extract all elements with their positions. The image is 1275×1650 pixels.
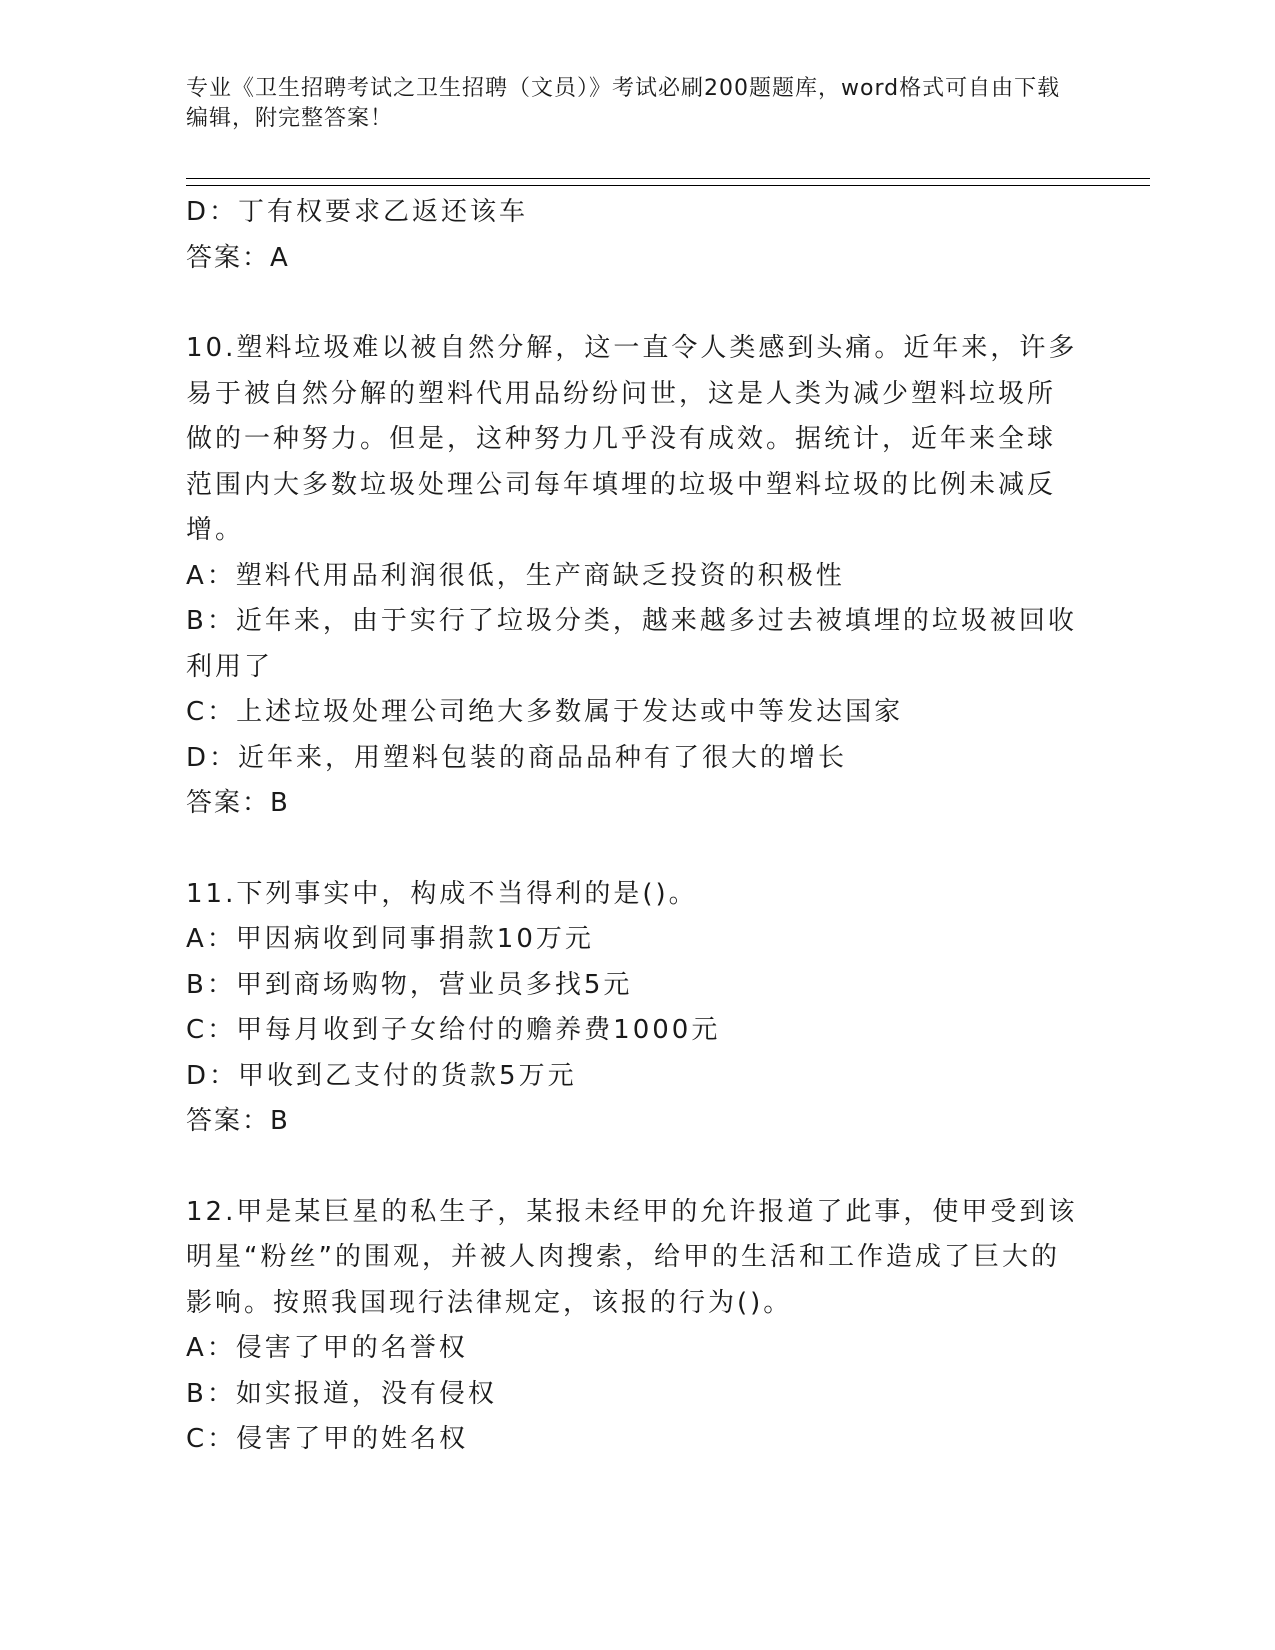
question-stem: 11.下列事实中，构成不当得利的是()。 bbox=[186, 878, 698, 909]
option-b: B：甲到商场购物，营业员多找5元 bbox=[186, 969, 633, 1000]
option-b: B：如实报道，没有侵权 bbox=[186, 1378, 497, 1409]
page-header bbox=[186, 74, 1066, 134]
question-stem: 12.甲是某巨星的私生子，某报未经甲的允许报道了此事，使甲受到该明星“粉丝”的围观，并被人肉搜索，给甲的生活和工作造成了巨大的影响。按照我国现行法律规定，该报的行为()。 bbox=[186, 1196, 1078, 1318]
option-c: C：甲每月收到子女给付的赡养费1000元 bbox=[186, 1015, 721, 1045]
header-divider bbox=[186, 178, 1150, 186]
header-text: 专业《卫生招聘考试之卫生招聘（文员）》考试必刷200题题库，word格式可自由下载编辑，附完整答案！ bbox=[186, 76, 1061, 131]
option-d: D：丁有权要求乙返还该车 bbox=[186, 197, 529, 227]
option-a: A：塑料代用品利润很低，生产商缺乏投资的积极性 bbox=[186, 560, 845, 591]
option-d: D：近年来，用塑料包装的商品品种有了很大的增长 bbox=[186, 742, 848, 773]
option-c: C：侵害了甲的姓名权 bbox=[186, 1424, 469, 1454]
question-11 bbox=[186, 872, 1081, 1145]
option-a: A：侵害了甲的名誉权 bbox=[186, 1333, 468, 1363]
question-stem: 10.塑料垃圾难以被自然分解，这一直令人类感到头痛。近年来，许多易于被自然分解的塑料代用品纷纷问世，这是人类为减少塑料垃圾所做的一种努力。但是，这种努力几乎没有成效。据统计，近年来全球范围内大多数垃圾处理公司每年填埋的垃圾中塑料垃圾的比例未减反增。 bbox=[186, 333, 1078, 545]
answer-line: 答案：B bbox=[186, 788, 290, 818]
option-c: C：上述垃圾处理公司绝大多数属于发达或中等发达国家 bbox=[186, 697, 904, 727]
option-b: B：近年来，由于实行了垃圾分类，越来越多过去被填埋的垃圾被回收利用了 bbox=[186, 606, 1077, 682]
answer-line: 答案：A bbox=[186, 242, 290, 273]
option-d: D：甲收到乙支付的货款5万元 bbox=[186, 1060, 577, 1091]
question-10 bbox=[186, 326, 1081, 827]
document-body bbox=[186, 190, 1081, 1463]
question-12 bbox=[186, 1190, 1081, 1463]
option-a: A：甲因病收到同事捐款10万元 bbox=[186, 924, 594, 954]
answer-line: 答案：B bbox=[186, 1106, 290, 1136]
